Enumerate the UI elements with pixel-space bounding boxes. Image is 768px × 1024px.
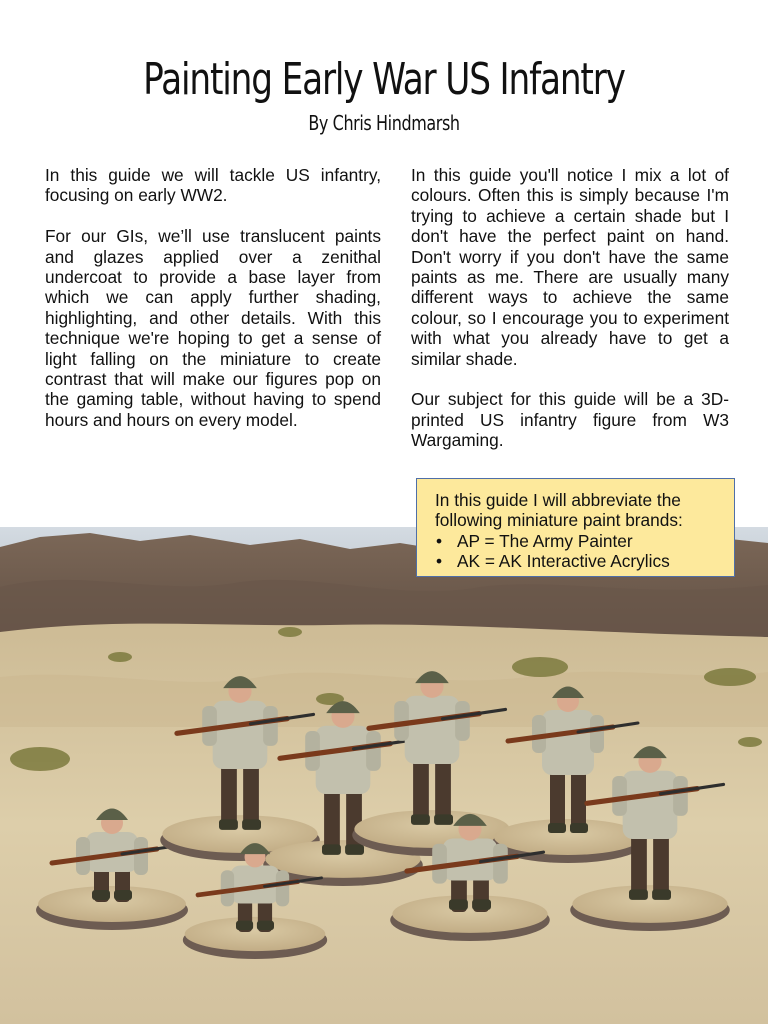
subject-paragraph: Our subject for this guide will be a 3D-printed US infantry figure from W3 Wargaming. <box>411 389 729 451</box>
abbreviation-item-ap: • AP = The Army Painter <box>435 531 722 551</box>
dune-shadow <box>0 672 768 727</box>
right-column <box>411 165 729 471</box>
abbreviation-list <box>435 531 722 572</box>
callout-intro: In this guide I will abbreviate the following miniature paint brands: <box>435 490 683 531</box>
page-title: Painting Early War US Infantry <box>143 54 625 105</box>
intro-paragraph: In this guide we will tackle US infantry, focusing on early WW2. <box>45 165 381 206</box>
miniatures-photo <box>0 527 768 1024</box>
paint-abbreviations-callout <box>416 478 735 577</box>
abbreviation-item-ak: • AK = AK Interactive Acrylics <box>435 551 722 571</box>
miniatures-photo-illustration <box>0 527 768 1024</box>
author-byline: By Chris Hindmarsh <box>308 111 460 135</box>
colour-mixing-paragraph: In this guide you'll notice I mix a lot of colours. Often this is simply because I'm trying to achieve a certain shade but I don't have the perfect paint on hand. Don't worry if you don't have the same paints as me. There are usually many different ways to achieve the same colour, so I encourage you to experiment with what you already have to get a similar shade. <box>411 165 729 369</box>
left-column <box>45 165 381 451</box>
technique-paragraph: For our GIs, we’ll use translucent paints and glazes applied over a zenithal undercoat to provide a base layer from which we can apply further shading, highlighting, and other details. With this technique we're hoping to get a sense of light falling on the miniature to create contrast that will make our figures pop on the gaming table, without having to spend hours and hours on every model. <box>45 226 381 430</box>
